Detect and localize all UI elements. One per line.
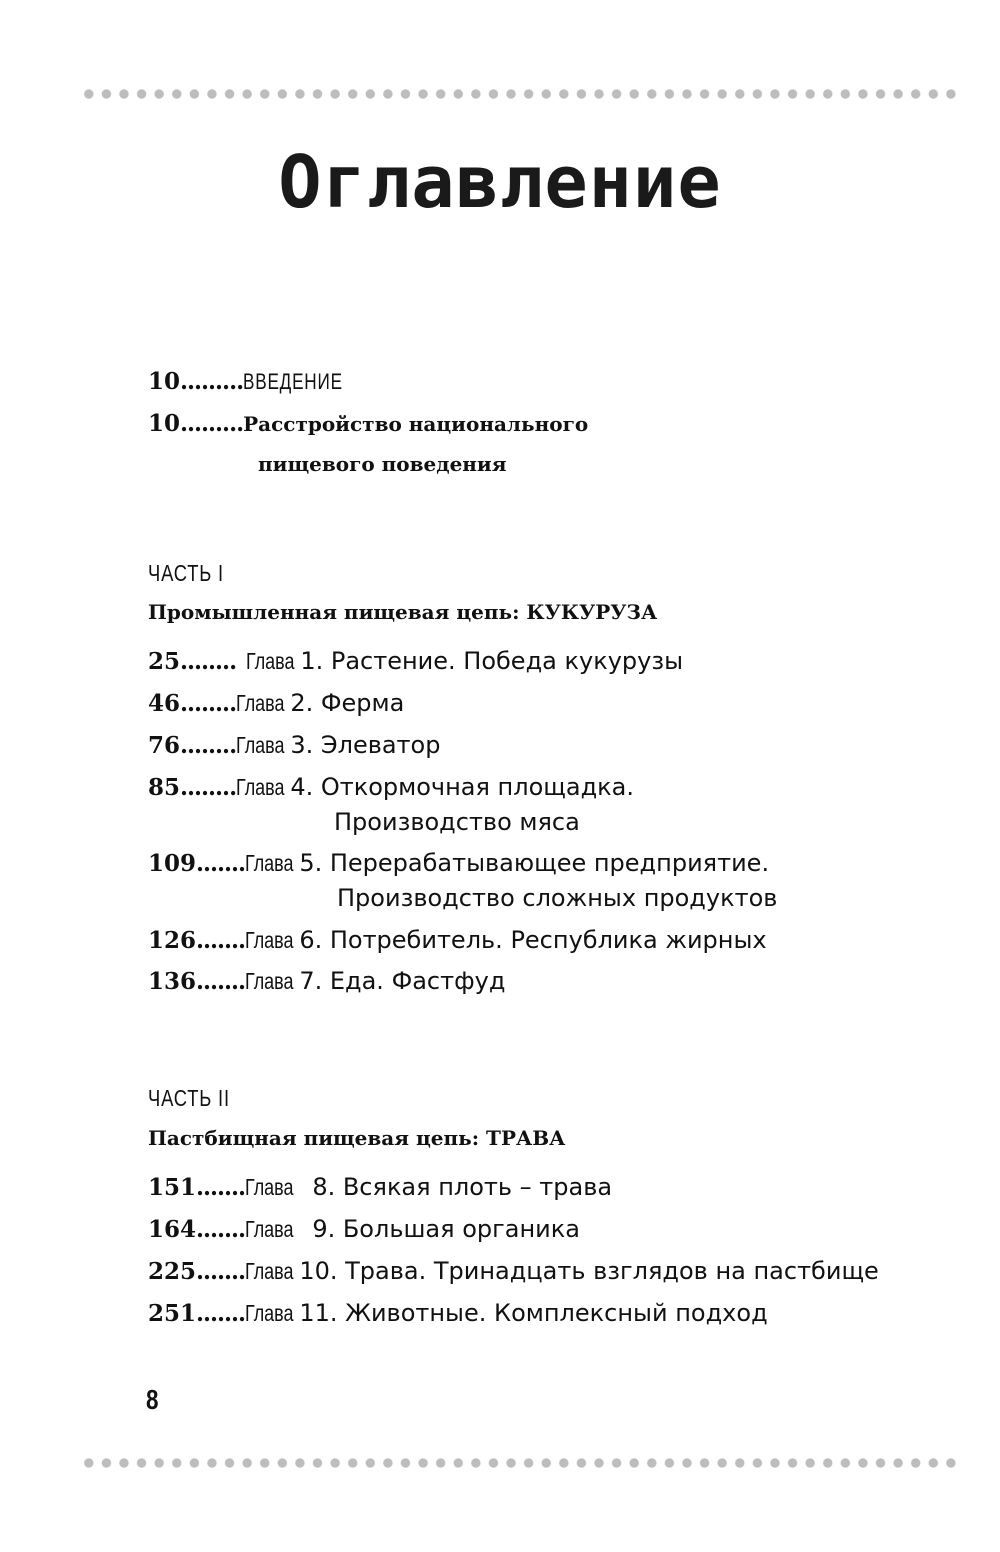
chapter-title: 5. Перерабатывающее предприятие. [299,849,770,877]
chapter-prefix: Глава [245,1216,294,1242]
page-ref: 136 [148,968,197,995]
chapter-title: 4. Откормочная площадка. [290,773,635,801]
toc-chapter-3 [148,731,440,759]
chapter-title: 8. Всякая плоть – трава [312,1173,613,1201]
toc-entry-disorder [148,410,588,437]
part-2-label: ЧАСТЬ II [148,1085,230,1111]
leader-dots: ....... [196,968,246,995]
leader-dots: ....... [196,1174,246,1201]
top-dotted-border [80,86,960,102]
page-ref: 10 [148,368,181,395]
leader-dots: ........ [180,774,237,801]
page-ref: 46 [148,690,181,717]
page-ref: 225 [148,1258,197,1285]
page-number: 8 [146,1384,159,1415]
toc-chapter-4 [148,773,634,801]
entry-label: Расстройство национального [243,412,589,436]
leader-dots: ....... [196,1300,246,1327]
chapter-prefix: Глава [245,1258,294,1284]
chapter-prefix: Глава [236,774,285,800]
page-ref: 25 [148,648,181,675]
chapter-prefix: Глава [246,648,295,674]
page-ref: 151 [148,1174,197,1201]
leader-dots: ......... [180,410,244,437]
bottom-dotted-border [80,1455,960,1471]
leader-dots: ....... [196,927,246,954]
chapter-prefix: Глава [236,690,285,716]
page-ref: 164 [148,1216,197,1243]
leader-dots: ....... [196,1216,246,1243]
toc-entry-intro [148,368,371,395]
part-1-title: Промышленная пищевая цепь: КУКУРУЗА [148,600,658,624]
leader-dots: ........ [180,690,237,717]
chapter-prefix: Глава [245,968,294,994]
toc-chapter-9 [148,1215,580,1243]
leader-dots: ....... [196,1258,246,1285]
part-1-label: ЧАСТЬ I [148,560,224,586]
entry-label-continuation: пищевого поведения [258,452,507,476]
chapter-prefix: Глава [245,850,294,876]
chapter-title: 1. Растение. Победа кукурузы [300,647,684,675]
toc-chapter-7 [148,967,505,995]
chapter-title: 10. Трава. Тринадцать взглядов на пастбище [299,1257,879,1285]
part-2-title: Пастбищная пищевая цепь: ТРАВА [148,1126,566,1150]
leader-dots: ........ [180,648,237,675]
chapter-title: 3. Элеватор [290,731,441,759]
chapter-title: 2. Ферма [290,689,405,717]
chapter-title-continuation: Производство мяса [334,808,580,836]
toc-chapter-11 [148,1299,768,1327]
chapter-prefix: Глава [245,1174,294,1200]
toc-chapter-5 [148,849,769,877]
chapter-title: 6. Потребитель. Республика жирных [299,926,767,954]
page-ref: 76 [148,732,181,759]
page-ref: 126 [148,927,197,954]
page-ref: 109 [148,850,197,877]
toc-chapter-8 [148,1173,612,1201]
page-ref: 10 [148,410,181,437]
chapter-prefix: Глава [236,732,285,758]
page-ref: 85 [148,774,181,801]
chapter-title-continuation: Производство сложных продуктов [337,884,778,912]
page-ref: 251 [148,1300,197,1327]
toc-chapter-6 [148,926,767,954]
chapter-prefix: Глава [245,927,294,953]
leader-dots: ......... [180,368,244,395]
toc-chapter-2 [148,689,404,717]
toc-chapter-10 [148,1257,879,1285]
chapter-title: 11. Животные. Комплексный подход [299,1299,768,1327]
page-title: Оглавление [278,140,722,224]
entry-label: ВВЕДЕНИЕ [243,369,343,394]
leader-dots: ........ [180,732,237,759]
chapter-title: 7. Еда. Фастфуд [299,967,506,995]
leader-dots: ....... [196,850,246,877]
chapter-prefix: Глава [245,1300,294,1326]
toc-chapter-1 [148,647,683,675]
chapter-title: 9. Большая органика [312,1215,580,1243]
